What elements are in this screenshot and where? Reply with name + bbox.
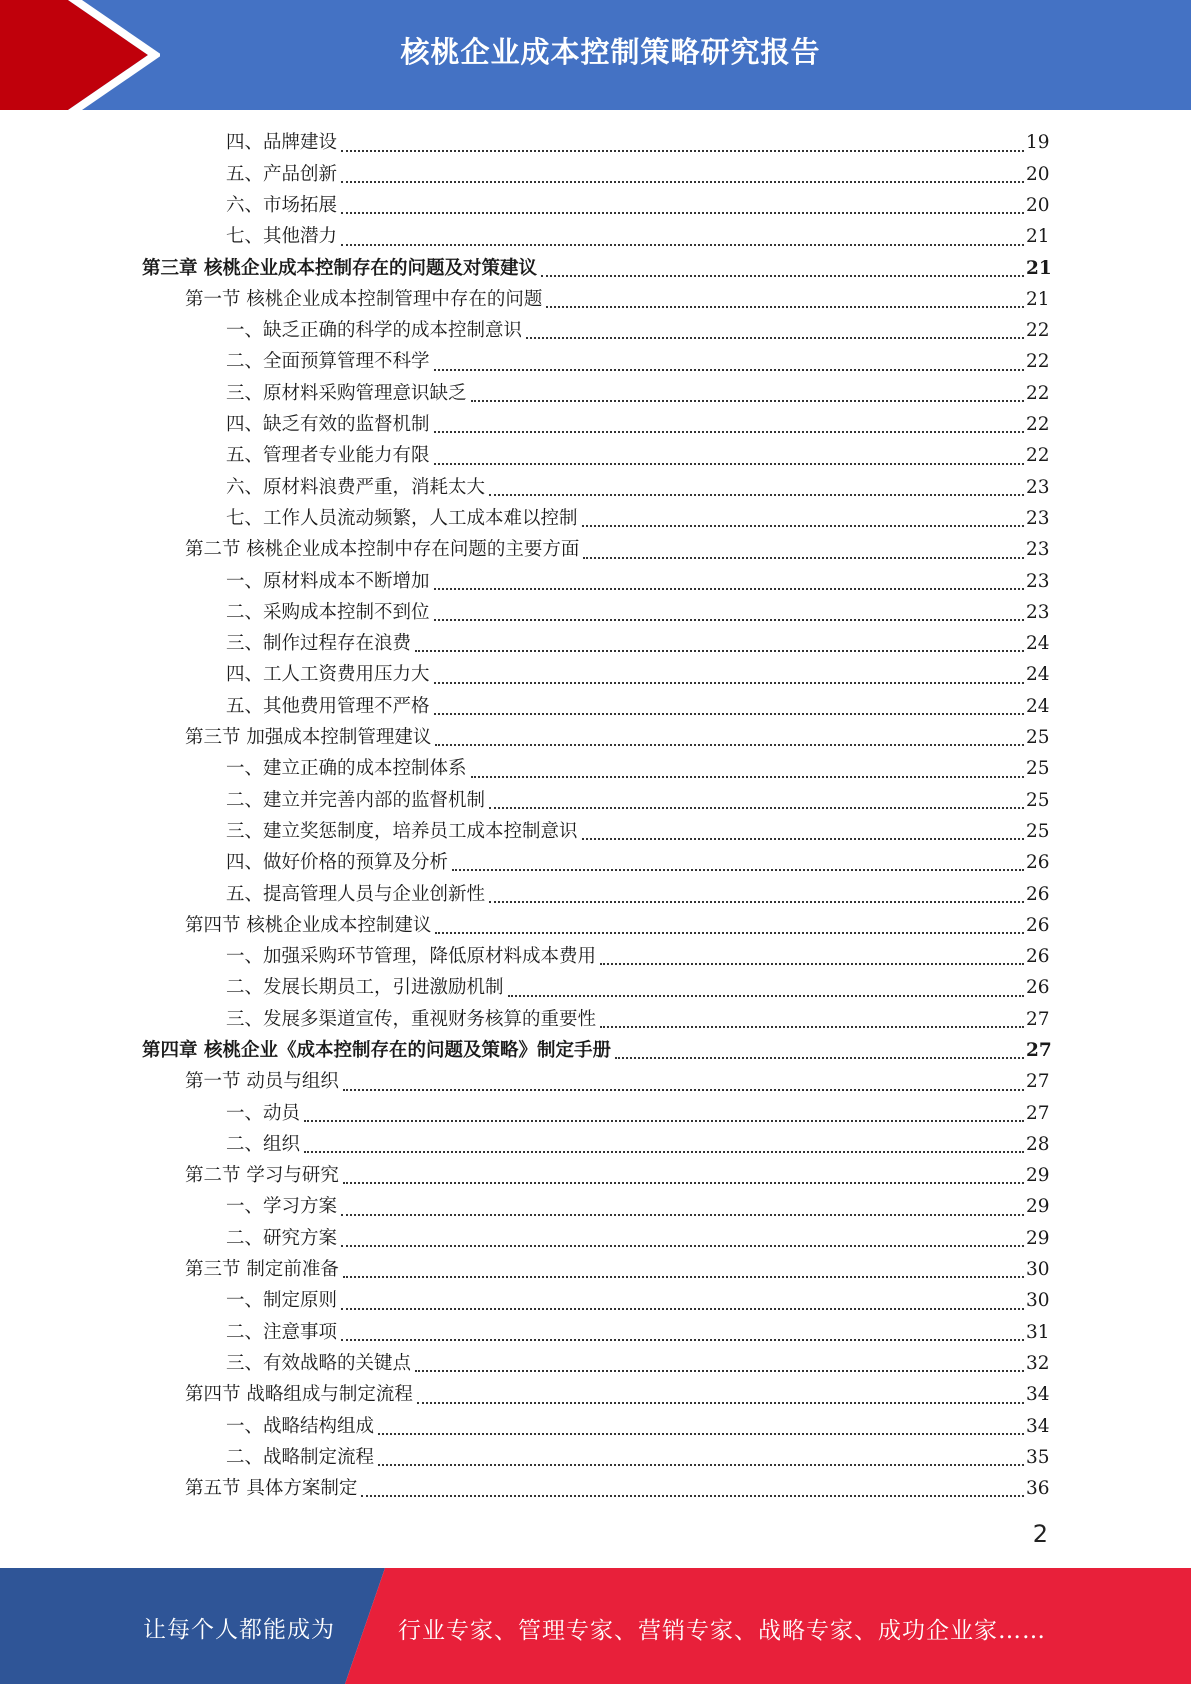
toc-entry[interactable]	[0, 535, 1191, 566]
toc-entry[interactable]	[0, 1130, 1191, 1161]
toc-entry-title: 四、品牌建设	[226, 132, 338, 154]
toc-entry-page: 36	[1026, 1478, 1050, 1500]
toc-entry[interactable]	[0, 629, 1191, 660]
toc-entry[interactable]	[0, 1161, 1191, 1192]
toc-dot-leader	[417, 1402, 1024, 1404]
toc-dot-leader	[378, 1464, 1024, 1466]
toc-entry-title: 第四节 战略组成与制定流程	[185, 1384, 413, 1406]
toc-entry-title: 二、组织	[226, 1133, 301, 1155]
toc-entry-title: 一、战略结构组成	[226, 1415, 375, 1437]
toc-entry-title: 二、发展长期员工，引进激励机制	[226, 977, 504, 999]
toc-entry[interactable]	[0, 1036, 1191, 1067]
toc-entry[interactable]	[0, 817, 1191, 848]
toc-entry-page: 23	[1026, 507, 1050, 529]
toc-entry[interactable]	[0, 1411, 1191, 1442]
toc-entry-page: 30	[1026, 1259, 1050, 1281]
toc-dot-leader	[434, 713, 1024, 715]
toc-entry-title: 五、其他费用管理不严格	[226, 695, 430, 717]
toc-entry[interactable]	[0, 1098, 1191, 1129]
toc-entry-page: 27	[1026, 1008, 1050, 1030]
toc-entry-title: 二、注意事项	[226, 1321, 338, 1343]
toc-entry-page: 34	[1026, 1384, 1050, 1406]
toc-entry[interactable]	[0, 910, 1191, 941]
toc-dot-leader	[526, 337, 1024, 339]
toc-entry-title: 第二节 核桃企业成本控制中存在问题的主要方面	[185, 539, 580, 561]
toc-entry[interactable]	[0, 691, 1191, 722]
toc-dot-leader	[615, 1057, 1024, 1059]
toc-entry-page: 20	[1026, 194, 1050, 216]
toc-entry[interactable]	[0, 253, 1191, 284]
toc-entry-title: 三、原材料采购管理意识缺乏	[226, 382, 467, 404]
toc-entry-title: 第五节 具体方案制定	[185, 1478, 358, 1500]
toc-entry-page: 31	[1026, 1321, 1050, 1343]
toc-dot-leader	[541, 275, 1024, 277]
toc-dot-leader	[343, 1276, 1024, 1278]
toc-dot-leader	[378, 1433, 1024, 1435]
toc-dot-leader	[434, 431, 1024, 433]
toc-entry-page: 21	[1026, 257, 1052, 279]
toc-entry-page: 22	[1026, 382, 1050, 404]
toc-entry-title: 二、全面预算管理不科学	[226, 351, 430, 373]
toc-entry-title: 第二节 学习与研究	[185, 1165, 339, 1187]
toc-entry-title: 三、制作过程存在浪费	[226, 633, 412, 655]
toc-dot-leader	[435, 932, 1024, 934]
footer-slogan-left: 让每个人都能成为	[143, 1617, 335, 1643]
toc-entry-page: 27	[1026, 1102, 1050, 1124]
toc-entry-page: 24	[1026, 664, 1050, 686]
toc-dot-leader	[434, 588, 1024, 590]
toc-entry-title: 第一节 核桃企业成本控制管理中存在的问题	[185, 288, 543, 310]
toc-entry[interactable]	[0, 1442, 1191, 1473]
toc-entry-title: 三、发展多渠道宣传，重视财务核算的重要性	[226, 1008, 597, 1030]
toc-entry-page: 23	[1026, 601, 1050, 623]
toc-dot-leader	[452, 869, 1024, 871]
toc-entry[interactable]	[0, 660, 1191, 691]
toc-entry[interactable]	[0, 1380, 1191, 1411]
toc-entry-page: 35	[1026, 1446, 1050, 1468]
toc-entry-title: 一、制定原则	[226, 1290, 338, 1312]
toc-dot-leader	[583, 557, 1024, 559]
toc-dot-leader	[546, 306, 1024, 308]
toc-entry-title: 一、学习方案	[226, 1196, 338, 1218]
toc-entry[interactable]	[0, 191, 1191, 222]
toc-dot-leader	[489, 901, 1024, 903]
toc-dot-leader	[434, 619, 1024, 621]
page-number: 2	[1032, 1520, 1048, 1548]
toc-dot-leader	[435, 744, 1024, 746]
toc-dot-leader	[341, 150, 1024, 152]
toc-entry-title: 一、原材料成本不断增加	[226, 570, 430, 592]
toc-entry-page: 32	[1026, 1352, 1050, 1374]
toc-entry[interactable]	[0, 347, 1191, 378]
toc-dot-leader	[582, 525, 1024, 527]
toc-entry-page: 23	[1026, 539, 1050, 561]
toc-entry[interactable]	[0, 1349, 1191, 1380]
toc-entry-title: 第三节 制定前准备	[185, 1259, 339, 1281]
toc-dot-leader	[582, 838, 1024, 840]
toc-dot-leader	[341, 1339, 1024, 1341]
toc-entry[interactable]	[0, 1474, 1191, 1505]
toc-entry[interactable]	[0, 1286, 1191, 1317]
toc-entry[interactable]	[0, 128, 1191, 159]
footer-slogan-right: 行业专家、管理专家、营销专家、战略专家、成功企业家……	[398, 1618, 1046, 1644]
toc-entry-page: 21	[1026, 288, 1050, 310]
toc-entry-page: 25	[1026, 820, 1050, 842]
toc-entry-title: 四、缺乏有效的监督机制	[226, 414, 430, 436]
toc-dot-leader	[508, 995, 1024, 997]
toc-dot-leader	[343, 1182, 1024, 1184]
toc-entry-page: 22	[1026, 445, 1050, 467]
toc-entry[interactable]	[0, 785, 1191, 816]
toc-entry-title: 五、提高管理人员与企业创新性	[226, 883, 486, 905]
toc-entry[interactable]	[0, 566, 1191, 597]
toc-entry-title: 七、工作人员流动频繁，人工成本难以控制	[226, 507, 578, 529]
toc-entry-page: 23	[1026, 570, 1050, 592]
toc-entry-title: 二、建立并完善内部的监督机制	[226, 789, 486, 811]
toc-entry[interactable]	[0, 1067, 1191, 1098]
toc-dot-leader	[489, 807, 1024, 809]
toc-entry-page: 22	[1026, 320, 1050, 342]
toc-entry-page: 29	[1026, 1165, 1050, 1187]
page-footer	[0, 1568, 1191, 1684]
toc-entry-page: 21	[1026, 226, 1050, 248]
toc-entry[interactable]	[0, 973, 1191, 1004]
toc-entry-title: 第四节 核桃企业成本控制建议	[185, 914, 432, 936]
toc-dot-leader	[415, 650, 1024, 652]
toc-dot-leader	[341, 244, 1024, 246]
toc-entry-page: 28	[1026, 1133, 1050, 1155]
toc-entry-page: 26	[1026, 852, 1050, 874]
toc-entry[interactable]	[0, 504, 1191, 535]
toc-entry-page: 19	[1026, 132, 1050, 154]
toc-entry[interactable]	[0, 159, 1191, 190]
toc-entry-page: 25	[1026, 758, 1050, 780]
toc-dot-leader	[600, 1026, 1024, 1028]
toc-entry-page: 24	[1026, 695, 1050, 717]
toc-entry-page: 29	[1026, 1227, 1050, 1249]
toc-entry-title: 五、产品创新	[226, 163, 338, 185]
toc-dot-leader	[600, 963, 1024, 965]
toc-entry-page: 26	[1026, 883, 1050, 905]
toc-entry-title: 一、动员	[226, 1102, 301, 1124]
toc-dot-leader	[434, 682, 1024, 684]
toc-entry-page: 29	[1026, 1196, 1050, 1218]
toc-entry-title: 四、工人工资费用压力大	[226, 664, 430, 686]
toc-entry-page: 25	[1026, 727, 1050, 749]
toc-entry[interactable]	[0, 378, 1191, 409]
toc-entry-title: 三、建立奖惩制度，培养员工成本控制意识	[226, 820, 578, 842]
toc-entry-page: 30	[1026, 1290, 1050, 1312]
toc-entry[interactable]	[0, 754, 1191, 785]
toc-entry-title: 二、战略制定流程	[226, 1446, 375, 1468]
toc-entry-title: 六、市场拓展	[226, 194, 338, 216]
toc-dot-leader	[304, 1151, 1024, 1153]
toc-dot-leader	[471, 400, 1024, 402]
toc-entry-title: 一、缺乏正确的科学的成本控制意识	[226, 320, 523, 342]
toc-entry[interactable]	[0, 222, 1191, 253]
toc-dot-leader	[434, 369, 1024, 371]
toc-dot-leader	[343, 1089, 1024, 1091]
toc-entry[interactable]	[0, 1004, 1191, 1035]
toc-entry-title: 四、做好价格的预算及分析	[226, 852, 449, 874]
toc-entry-page: 25	[1026, 789, 1050, 811]
toc-entry-title: 第三章 核桃企业成本控制存在的问题及对策建议	[142, 257, 537, 279]
toc-dot-leader	[434, 463, 1024, 465]
toc-dot-leader	[341, 181, 1024, 183]
toc-entry[interactable]	[0, 1317, 1191, 1348]
toc-entry[interactable]	[0, 472, 1191, 503]
toc-entry-title: 二、研究方案	[226, 1227, 338, 1249]
toc-dot-leader	[415, 1370, 1024, 1372]
toc-entry-page: 26	[1026, 914, 1050, 936]
toc-entry-page: 34	[1026, 1415, 1050, 1437]
toc-entry-page: 22	[1026, 351, 1050, 373]
toc-dot-leader	[471, 776, 1024, 778]
toc-entry[interactable]	[0, 316, 1191, 347]
toc-entry[interactable]	[0, 597, 1191, 628]
toc-dot-leader	[489, 494, 1024, 496]
toc-entry-page: 23	[1026, 476, 1050, 498]
toc-dot-leader	[341, 1245, 1024, 1247]
toc-entry-page: 22	[1026, 414, 1050, 436]
toc-entry-page: 20	[1026, 163, 1050, 185]
toc-dot-leader	[341, 1214, 1024, 1216]
toc-dot-leader	[361, 1495, 1024, 1497]
toc-entry-title: 第一节 动员与组织	[185, 1071, 339, 1093]
toc-entry[interactable]	[0, 1192, 1191, 1223]
toc-dot-leader	[304, 1120, 1024, 1122]
toc-entry[interactable]	[0, 848, 1191, 879]
toc-entry-title: 二、采购成本控制不到位	[226, 601, 430, 623]
toc-entry-title: 三、有效战略的关键点	[226, 1352, 412, 1374]
report-title: 核桃企业成本控制策略研究报告	[400, 35, 821, 69]
toc-entry[interactable]	[0, 284, 1191, 315]
toc-entry-page: 26	[1026, 977, 1050, 999]
table-of-contents	[0, 128, 1191, 1505]
toc-entry[interactable]	[0, 410, 1191, 441]
toc-entry-title: 一、加强采购环节管理，降低原材料成本费用	[226, 946, 597, 968]
toc-dot-leader	[341, 1308, 1024, 1310]
toc-entry-title: 六、原材料浪费严重，消耗太大	[226, 476, 486, 498]
toc-entry-page: 24	[1026, 633, 1050, 655]
toc-entry[interactable]	[0, 942, 1191, 973]
toc-entry-title: 第三节 加强成本控制管理建议	[185, 727, 432, 749]
toc-entry-page: 26	[1026, 946, 1050, 968]
toc-entry[interactable]	[0, 723, 1191, 754]
toc-entry-title: 一、建立正确的成本控制体系	[226, 758, 467, 780]
toc-entry[interactable]	[0, 879, 1191, 910]
toc-dot-leader	[341, 212, 1024, 214]
toc-entry-title: 第四章 核桃企业《成本控制存在的问题及策略》制定手册	[142, 1040, 611, 1061]
toc-entry-title: 五、管理者专业能力有限	[226, 445, 430, 467]
toc-entry[interactable]	[0, 1223, 1191, 1254]
page-header	[0, 0, 1191, 110]
toc-entry[interactable]	[0, 1255, 1191, 1286]
toc-entry-page: 27	[1026, 1040, 1052, 1061]
toc-entry[interactable]	[0, 441, 1191, 472]
toc-entry-page: 27	[1026, 1071, 1050, 1093]
toc-entry-title: 七、其他潜力	[226, 226, 338, 248]
